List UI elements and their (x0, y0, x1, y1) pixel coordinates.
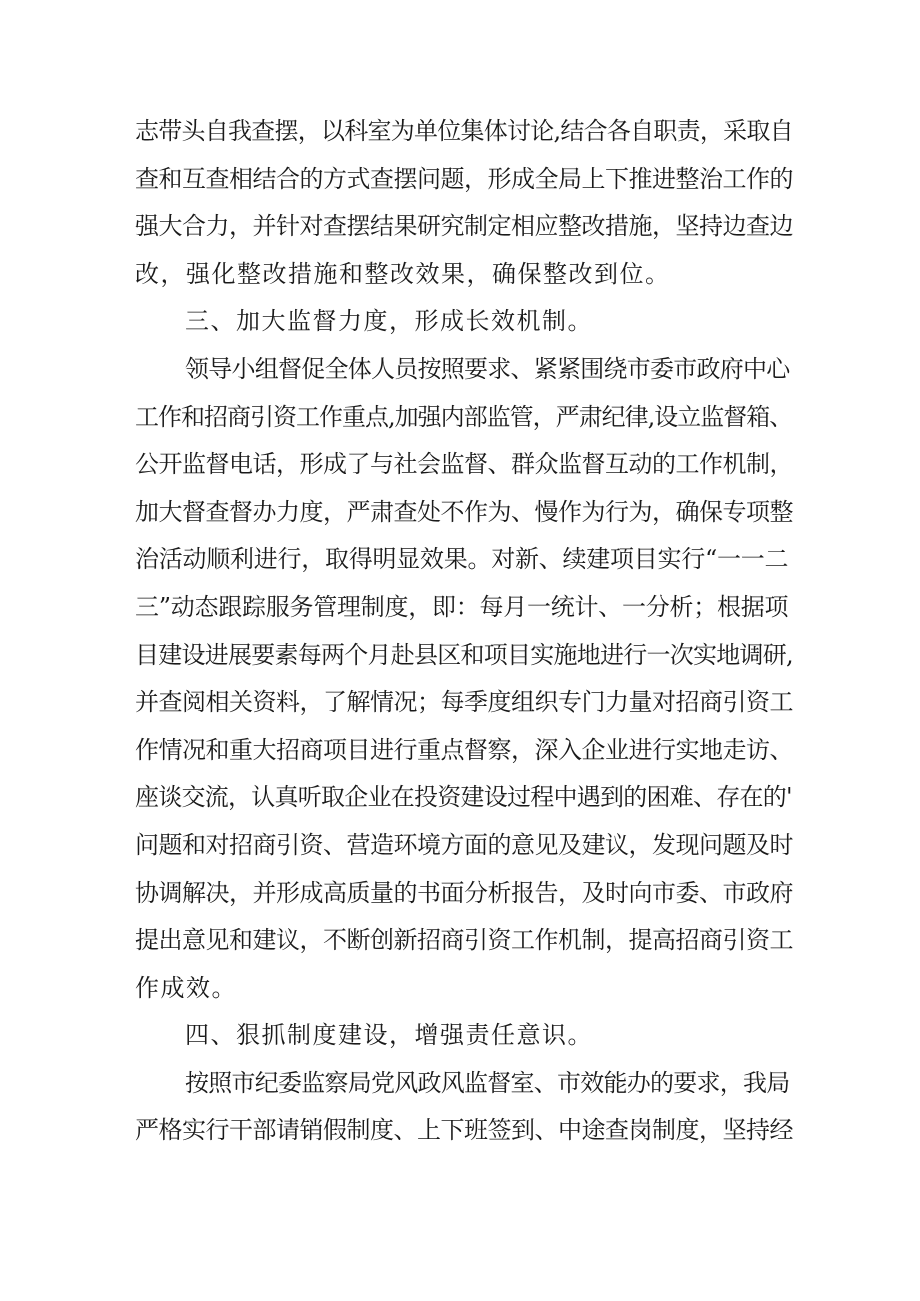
section-heading: 三、加大监督力度，形成长效机制。 (185, 307, 593, 336)
text-line: 强大合力，并针对查摆结果研究制定相应整改措施，坚持边查边 (135, 212, 793, 241)
text-line: 治活动顺利进行，取得明显效果。对新、续建项目实行“一一二 (135, 545, 789, 574)
text-line: 作情况和重大招商项目进行重点督察，深入企业进行实地走访、 (135, 735, 793, 764)
text-line: 作成效。 (135, 973, 237, 1002)
text-line: 三”动态跟踪服务管理制度，即：每月一统计、一分析；根据项 (135, 592, 789, 621)
text-line: 公开监督电话，形成了与社会监督、群众监督互动的工作机制， (135, 450, 793, 479)
text-line: 协调解决，并形成高质量的书面分析报告，及时向市委、市政府 (135, 878, 793, 907)
section-heading: 四、狠抓制度建设，增强责任意识。 (185, 1021, 593, 1050)
text-line: 座谈交流，认真听取企业在投资建设过程中遇到的困难、存在的' (135, 783, 792, 812)
text-line: 改，强化整改措施和整改效果，确保整改到位。 (135, 259, 671, 288)
text-line: 工作和招商引资工作重点,加强内部监管，严肃纪律,设立监督箱、 (135, 402, 793, 431)
text-line: 领导小组督促全体人员按照要求、紧紧围绕市委市政府中心 (185, 354, 790, 383)
text-line: 加大督查督办力度，严肃查处不作为、慢作为行为，确保专项整 (135, 497, 793, 526)
text-line: 问题和对招商引资、营造环境方面的意见及建议，发现问题及时 (135, 830, 793, 859)
text-line: 并查阅相关资料，了解情况；每季度组织专门力量对招商引资工 (135, 688, 793, 717)
text-line: 目建设进展要素每两个月赴县区和项目实施地进行一次实地调研, (135, 640, 793, 669)
text-line: 查和互查相结合的方式查摆问题，形成全局上下推进整治工作的 (135, 164, 793, 193)
document-body (135, 108, 795, 1155)
text-line: 志带头自我查摆，以科室为单位集体讨论,结合各自职责，采取自 (135, 117, 793, 145)
text-line: 按照市纪委监察局党风政风监督室、市效能办的要求，我局 (185, 1068, 790, 1097)
text-line: 提出意见和建议，不断创新招商引资工作机制，提高招商引资工 (135, 926, 793, 955)
text-line: 严格实行干部请销假制度、上下班签到、中途查岗制度，坚持经 (135, 1116, 793, 1145)
